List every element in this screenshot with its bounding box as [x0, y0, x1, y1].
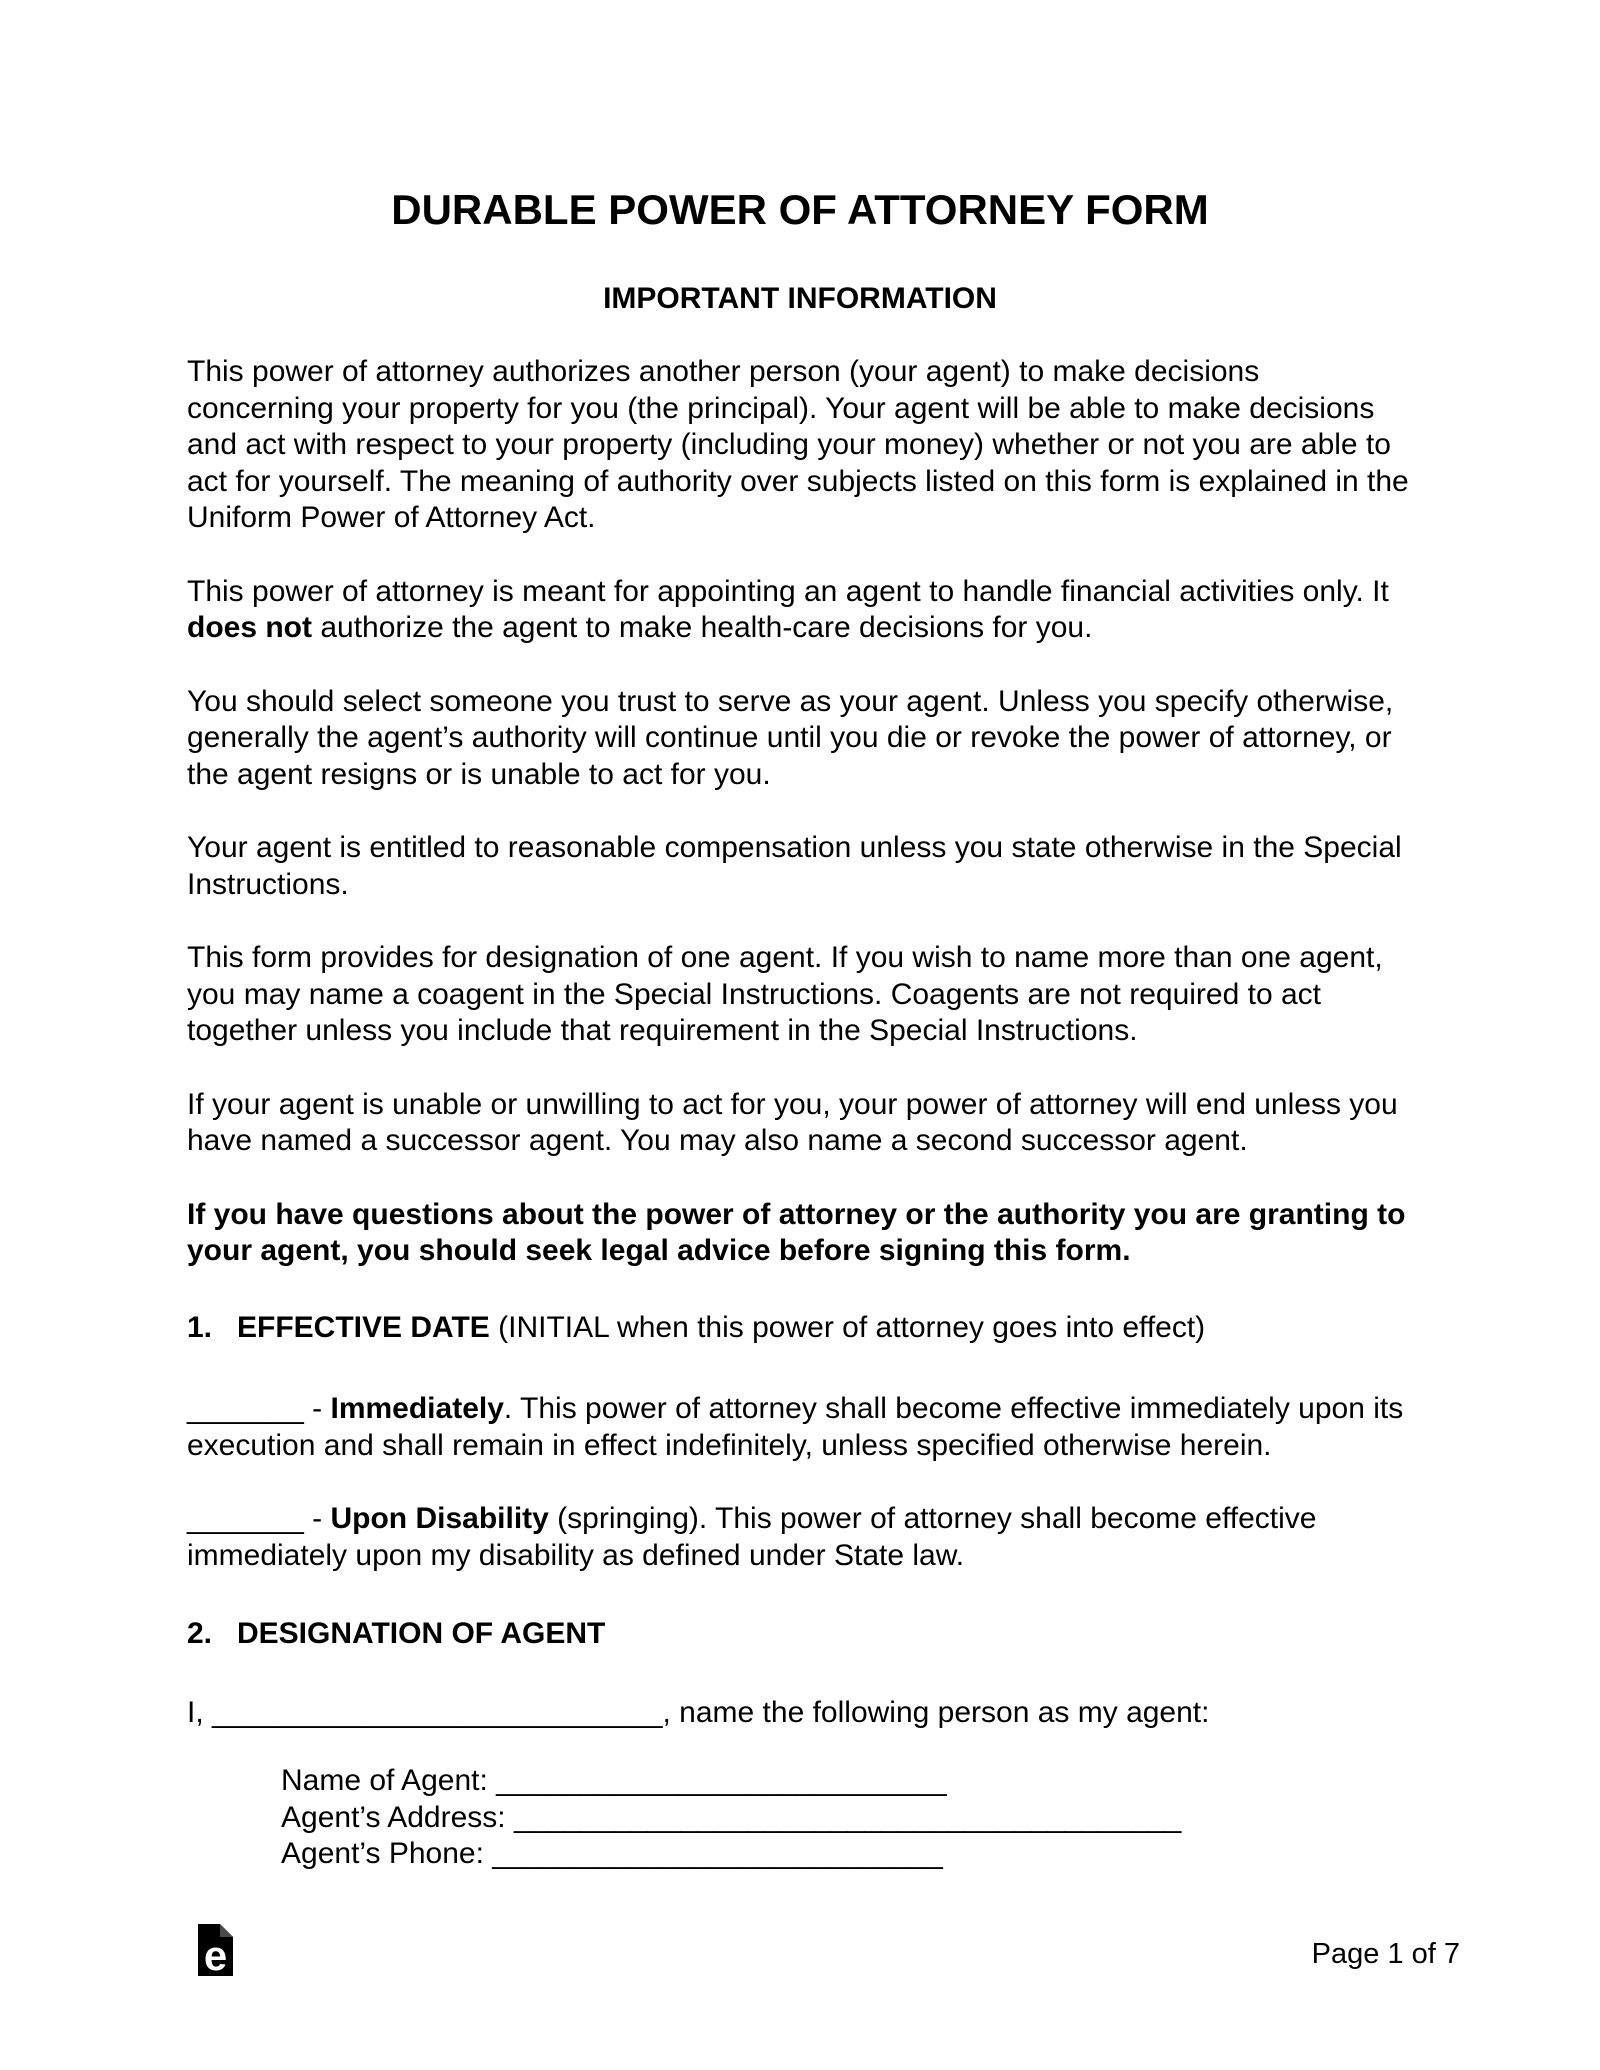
- intro-paragraph-5: This form provides for designation of one agent. If you wish to name more than one agent, you may name a coagent in the Special Instructions. Coagents are not required to act together unless you include that requirement in the Special Instructions.: [187, 941, 1383, 1047]
- section-heading-text: EFFECTIVE DATE: [237, 1310, 490, 1344]
- eforms-logo-letter: e: [203, 1932, 228, 1976]
- effective-date-option-immediately: [187, 1391, 1413, 1464]
- option-text: . This power of attorney shall become effective immediately upon its execution and shall remain in effect indefinitely, unless specified otherwise herein.: [187, 1392, 1404, 1462]
- intro-paragraph-3: You should select someone you trust to serve as your agent. Unless you specify otherwise, generally the agent’s authority will continue until you die or revoke the power of attorney, or the agent resigns or is unable to act for you.: [187, 684, 1394, 791]
- principal-name-line: [187, 1695, 1413, 1732]
- option-label: Upon Disability: [330, 1502, 549, 1535]
- intro-paragraph-6: If your agent is unable or unwilling to act for you, your power of attorney will end unless you have named a successor agent. You may also name a second successor agent.: [187, 1087, 1398, 1157]
- section-2-heading: [187, 1616, 1413, 1653]
- section-heading-note: (INITIAL when this power of attorney goes into effect): [498, 1310, 1206, 1344]
- agent-phone-row: [281, 1836, 1413, 1873]
- page-number: Page 1 of 7: [1311, 1938, 1460, 1970]
- section-1-heading: [187, 1310, 1413, 1347]
- effective-date-option-upon-disability: [187, 1501, 1413, 1574]
- option-text: (springing). This power of attorney shall become effective immediately upon my disability as defined under State law.: [187, 1502, 1317, 1572]
- separator-dash: -: [312, 1502, 323, 1535]
- initial-blank-field[interactable]: _______: [187, 1502, 304, 1535]
- field-label: Agent’s Phone:: [281, 1837, 493, 1870]
- agent-address-blank-field[interactable]: ________________________________________: [513, 1800, 1182, 1834]
- agent-name-blank-field[interactable]: ___________________________: [496, 1764, 947, 1797]
- paragraph-text: I,: [187, 1695, 213, 1729]
- document-content: [0, 188, 1600, 1873]
- emphasis-text: does not: [187, 611, 312, 644]
- initial-blank-field[interactable]: _______: [187, 1392, 304, 1425]
- principal-name-blank-field[interactable]: ___________________________: [212, 1695, 663, 1729]
- intro-paragraph-1: This power of attorney authorizes another person (your agent) to make decisions concerning your property for you (the principal). Your agent will be able to make decisions and act with respect to your property (including your money) whether or not you are able to act for yourself. The meaning of authority over subjects listed on this form is explained in the Uniform Power of Attorney Act.: [187, 355, 1409, 534]
- intro-paragraph-4: Your agent is entitled to reasonable compensation unless you state otherwise in the Special Instructions.: [187, 831, 1402, 901]
- legal-advice-notice: If you have questions about the power of attorney or the authority you are granting to your agent, you should seek legal advice before signing this form.: [187, 1197, 1406, 1267]
- agent-name-row: [281, 1763, 1413, 1800]
- eforms-logo-icon: [198, 1924, 233, 1976]
- field-label: Name of Agent:: [281, 1764, 497, 1797]
- page-title: DURABLE POWER OF ATTORNEY FORM: [391, 186, 1209, 233]
- agent-phone-blank-field[interactable]: ___________________________: [492, 1837, 943, 1870]
- section-number: 2.: [187, 1617, 213, 1650]
- section-header: IMPORTANT INFORMATION: [603, 282, 997, 315]
- field-label: Agent’s Address:: [281, 1800, 514, 1834]
- intro-paragraph-2: [187, 574, 1413, 647]
- paragraph-text: authorize the agent to make health-care decisions for you.: [312, 611, 1093, 644]
- section-number: 1.: [187, 1310, 213, 1344]
- paragraph-text: This power of attorney is meant for appointing an agent to handle financial activities only. It: [187, 574, 1389, 608]
- agent-address-row: [281, 1800, 1413, 1837]
- separator-dash: -: [312, 1392, 323, 1425]
- paragraph-text: , name the following person as my agent:: [662, 1695, 1210, 1729]
- option-label: Immediately: [330, 1392, 504, 1425]
- agent-fields-block: [281, 1763, 1413, 1873]
- section-heading-text: DESIGNATION OF AGENT: [237, 1617, 606, 1650]
